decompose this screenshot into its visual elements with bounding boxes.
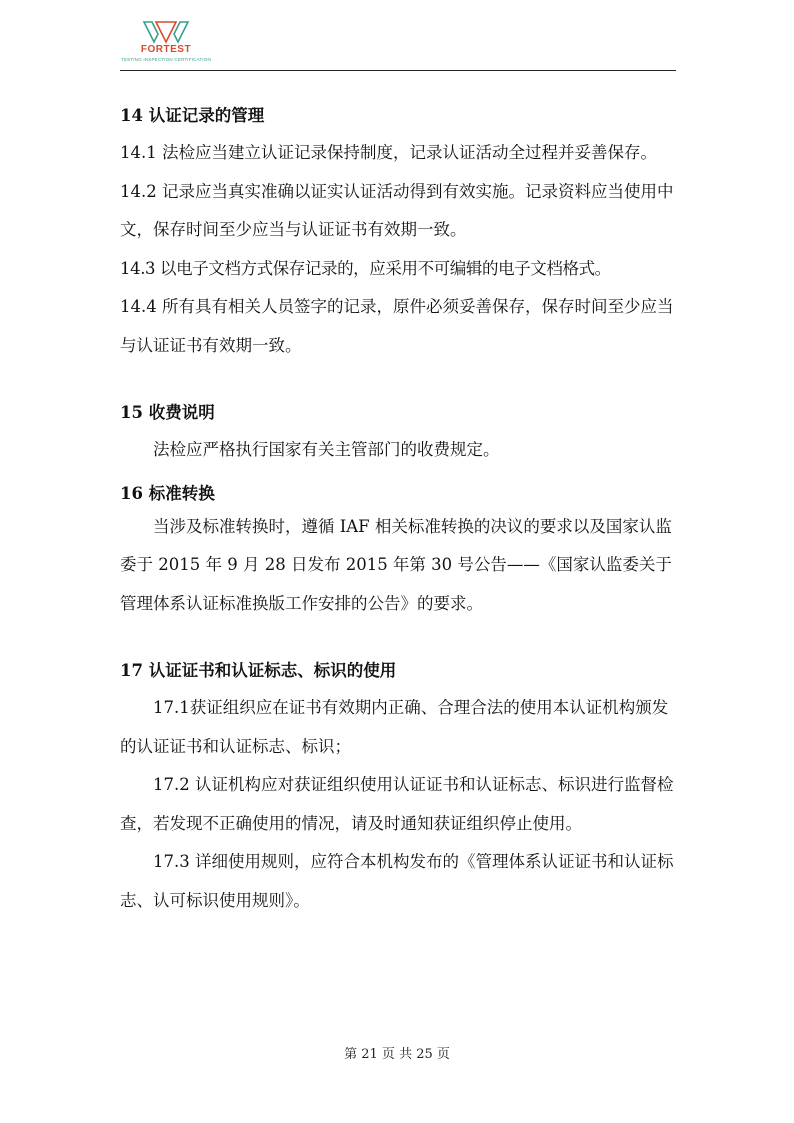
section-16-body: 当涉及标准转换时，遵循 IAF 相关标准转换的决议的要求以及国家认监委于 2015 年 9 月 28 日发布 2015 年第 30 号公告——《国家认监委关于管理体系认证标准换版工作安排的公告》的要求。 <box>120 516 672 613</box>
section-15-title: 15 收费说明 <box>120 403 215 422</box>
section-17-1: 17.1获证组织应在证书有效期内正确、合理合法的使用本认证机构颁发的认证证书和认证标志、标识； <box>120 698 669 756</box>
logo-mark-icon <box>142 20 190 44</box>
section-16-title: 16 标准转换 <box>120 483 215 503</box>
section-14-4: 14.4 所有具有相关人员签字的记录，原件必须妥善保存，保存时间至少应当与认证证书有效期一致。 <box>120 297 674 355</box>
logo-tagline: TESTING INSPECTION CERTIFICATION <box>121 57 211 62</box>
section-14-title: 14 认证记录的管理 <box>120 106 265 125</box>
document-body <box>120 98 676 920</box>
section-14-2: 14.2 记录应当真实准确以证实认证活动得到有效实施。记录资料应当使用中文，保存时间至少应当与认证证书有效期一致。 <box>120 181 674 239</box>
section-17-title: 17 认证证书和认证标志、标识的使用 <box>120 661 397 680</box>
section-15-body: 法检应严格执行国家有关主管部门的收费规定。 <box>153 440 500 459</box>
header-divider <box>120 70 676 71</box>
section-14-1: 14.1 法检应当建立认证记录保持制度，记录认证活动全过程并妥善保存。 <box>120 143 657 162</box>
section-14-3: 14.3 以电子文档方式保存记录的，应采用不可编辑的电子文档格式。 <box>120 258 611 278</box>
section-17-3: 17.3 详细使用规则，应符合本机构发布的《管理体系认证证书和认证标志、认可标识使用规则》。 <box>120 852 674 910</box>
company-logo <box>118 20 214 66</box>
section-17-2: 17.2 认证机构应对获证组织使用认证证书和认证标志、标识进行监督检查，若发现不正确使用的情况，请及时通知获证组织停止使用。 <box>120 775 674 833</box>
page-number: 第 21 页 共 25 页 <box>344 1047 450 1062</box>
logo-brand-text: FORTEST <box>140 44 192 55</box>
